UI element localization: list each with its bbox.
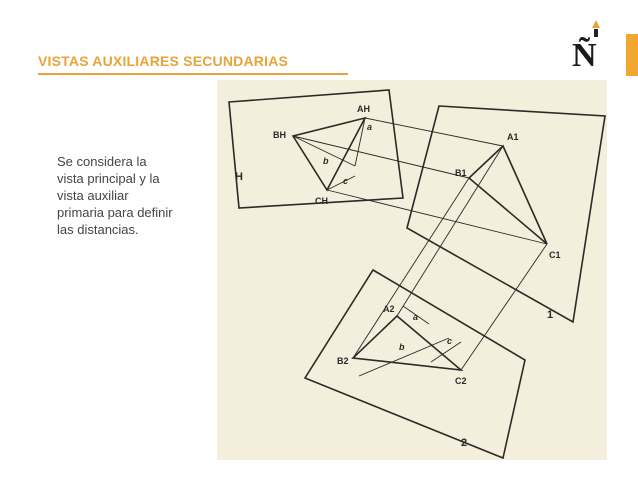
- body-line: Se considera la: [57, 154, 147, 169]
- body-text: [57, 153, 207, 238]
- label-b2: B2: [337, 356, 349, 366]
- body-line: primaria para definir: [57, 205, 173, 220]
- body-line: vista principal y la: [57, 171, 160, 186]
- label-dist-b2: b: [399, 342, 405, 352]
- label-ah: AH: [357, 104, 370, 114]
- label-dist-a: a: [367, 122, 373, 132]
- label-bh: BH: [273, 130, 286, 140]
- label-view-1: 1: [547, 309, 554, 321]
- label-c2: C2: [455, 376, 467, 386]
- label-dist-c2: c: [447, 336, 453, 346]
- slide-title: VISTAS AUXILIARES SECUNDARIAS: [38, 53, 289, 69]
- university-logo-icon: [570, 18, 610, 70]
- label-b1: B1: [455, 168, 467, 178]
- label-dist-c: c: [343, 176, 349, 186]
- logo-flame-icon: [592, 20, 600, 28]
- technical-drawing: [217, 80, 607, 460]
- accent-bar: [626, 34, 638, 76]
- label-a1: A1: [507, 132, 519, 142]
- body-line: vista auxiliar: [57, 188, 129, 203]
- body-line: las distancias.: [57, 222, 139, 237]
- title-underline: [38, 73, 348, 75]
- logo-letter: Ñ: [572, 37, 597, 70]
- label-view-h: H: [235, 171, 243, 183]
- label-a2: A2: [383, 304, 395, 314]
- label-dist-a2: a: [413, 312, 419, 322]
- label-ch: CH: [315, 196, 328, 206]
- label-dist-b: b: [323, 156, 329, 166]
- label-c1: C1: [549, 250, 561, 260]
- label-view-2: 2: [461, 437, 468, 449]
